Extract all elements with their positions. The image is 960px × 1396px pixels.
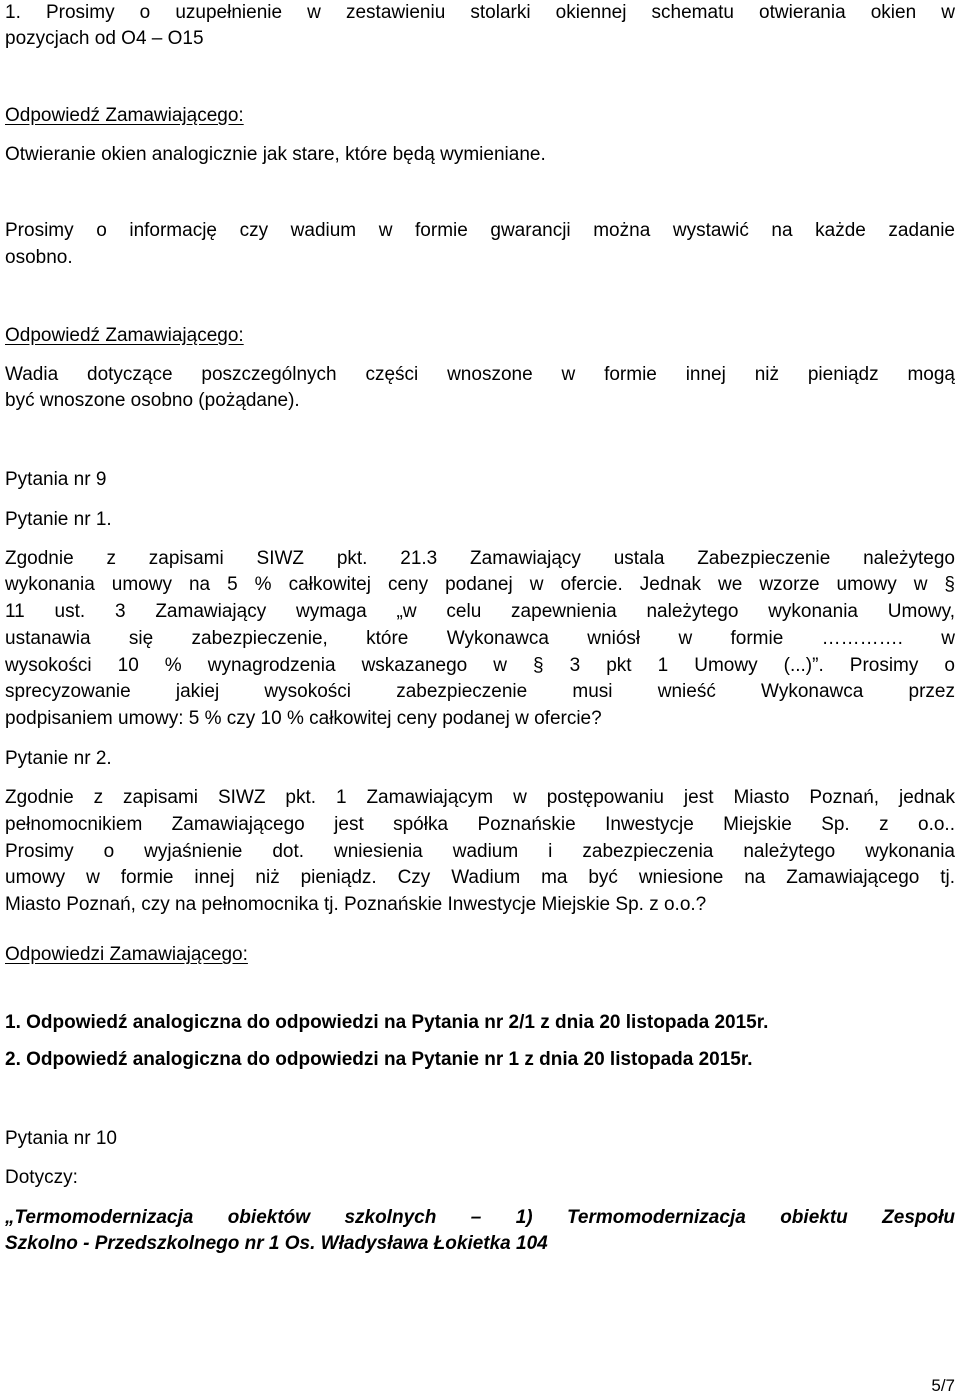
answer-text: być wnoszone osobno (pożądane).	[5, 390, 300, 411]
section-title: Pytania nr 9	[5, 469, 107, 490]
answer-item: 2. Odpowiedź analogiczna do odpowiedzi na Pytanie nr 1 z dnia 20 listopada 2015r.	[5, 1049, 753, 1070]
question-line: umowy w formie innej niż pieniądz. Czy Wadium ma być wniesione na Zamawiającego tj.	[5, 867, 955, 888]
question-line: ustanawia się zabezpieczenie, które Wykonawca wniósł w formie …………. w	[5, 628, 955, 649]
question-line: Zgodnie z zapisami SIWZ pkt. 21.3 Zamawiający ustala Zabezpieczenie należytego	[5, 548, 955, 569]
question-label: Pytanie nr 1.	[5, 509, 112, 530]
question-line: sprecyzowanie jakiej wysokości zabezpieczenie musi wnieść Wykonawca przez	[5, 681, 955, 702]
section-title: Pytania nr 10	[5, 1128, 117, 1149]
question-line: Miasto Poznań, czy na pełnomocnika tj. Poznańskie Inwestycje Miejskie Sp. z o.o.?	[5, 894, 707, 915]
question-line: osobno.	[5, 247, 73, 268]
answer-item: 1. Odpowiedź analogiczna do odpowiedzi na Pytania nr 2/1 z dnia 20 listopada 2015r.	[5, 1012, 769, 1033]
question-line: pozycjach od O4 – O15	[5, 28, 204, 49]
question-line: wysokości 10 % wynagrodzenia wskazanego w § 3 pkt 1 Umowy (...)”. Prosimy o	[5, 655, 955, 676]
question-line: pełnomocnikiem Zamawiającego jest spółka Poznańskie Inwestycje Miejskie Sp. z o.o..	[5, 814, 955, 835]
question-line: Prosimy o wyjaśnienie dot. wniesienia wadium i zabezpieczenia należytego wykonania	[5, 841, 955, 862]
question-line: Zgodnie z zapisami SIWZ pkt. 1 Zamawiającym w postępowaniu jest Miasto Poznań, jednak	[5, 787, 955, 808]
subject-line: Szkolno - Przedszkolnego nr 1 Os. Władysława Łokietka 104	[5, 1233, 548, 1254]
answer-heading: Odpowiedź Zamawiającego:	[5, 105, 244, 126]
question-label: Pytanie nr 2.	[5, 748, 112, 769]
answer-text: Otwieranie okien analogicznie jak stare, które będą wymieniane.	[5, 144, 546, 165]
page-number: 5/7	[931, 1376, 955, 1395]
answers-heading: Odpowiedzi Zamawiającego:	[5, 944, 248, 965]
question-line: podpisaniem umowy: 5 % czy 10 % całkowitej ceny podanej w ofercie?	[5, 708, 602, 729]
answer-text: Wadia dotyczące poszczególnych części wnoszone w formie innej niż pieniądz mogą	[5, 364, 955, 385]
concerns-label: Dotyczy:	[5, 1167, 78, 1188]
question-line: 1. Prosimy o uzupełnienie w zestawieniu stolarki okiennej schematu otwierania okien w	[5, 2, 955, 23]
subject-line: „Termomodernizacja obiektów szkolnych – 1) Termomodernizacja obiektu Zespołu	[5, 1207, 955, 1228]
question-line: 11 ust. 3 Zamawiający wymaga „w celu zapewnienia należytego wykonania Umowy,	[5, 601, 955, 622]
question-line: wykonania umowy na 5 % całkowitej ceny podanej w ofercie. Jednak we wzorze umowy w §	[5, 574, 955, 595]
question-line: Prosimy o informację czy wadium w formie gwarancji można wystawić na każde zadanie	[5, 220, 955, 241]
answer-heading: Odpowiedź Zamawiającego:	[5, 325, 244, 346]
